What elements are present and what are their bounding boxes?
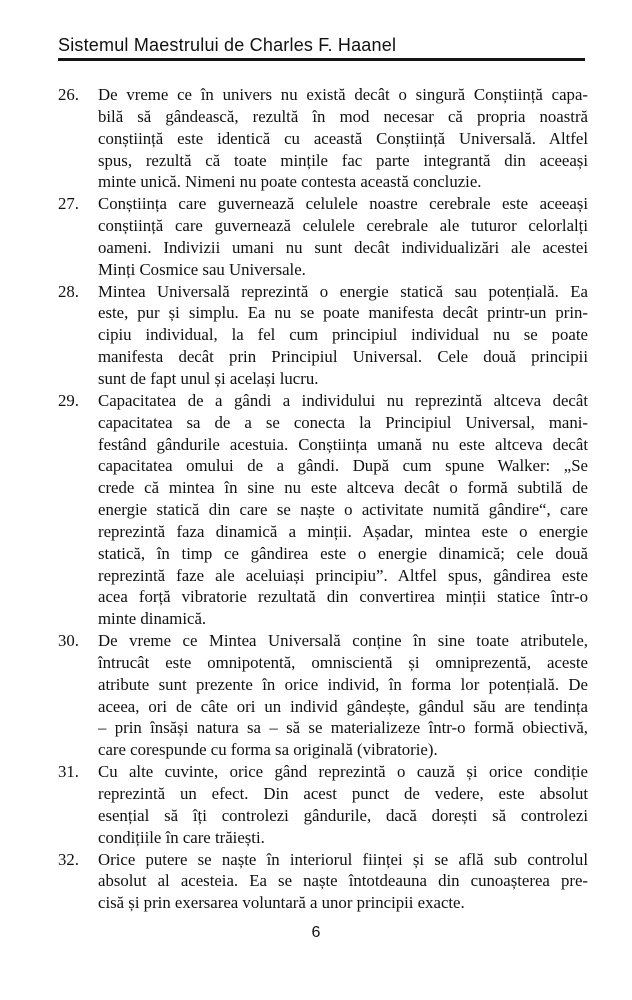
paragraph-line: cipiu individual, la fel cum principiul individual nu se poate [98,325,588,345]
paragraph-line: Mintea Universală reprezintă o energie statică sau potențială. Ea [98,281,588,301]
paragraph-number: 28. [58,281,79,301]
page-header-title: Sistemul Maestrului de Charles F. Haanel [58,35,397,55]
paragraph-line: sunt de fapt unul și același lucru. [98,368,319,388]
paragraph-line: absolut al acesteia. Ea se naște întotdeauna din cunoașterea pre- [98,871,588,891]
paragraph-text [98,849,588,915]
paragraph-line: festând gândurile acestuia. Conștiința umană nu este altceva decât [98,434,588,454]
paragraph-item [58,281,588,390]
paragraph-line: condițiile în care trăiești. [98,827,265,847]
paragraph-number: 29. [58,390,79,410]
paragraph-line: capacitatea omului de a gândi. După cum spune Walker: „Se [98,456,588,476]
paragraph-line: conștiință este identică cu această Conștiință Universală. Altfel [98,128,588,148]
paragraph-item [58,630,588,761]
paragraph-number: 32. [58,849,79,869]
paragraph-line: Capacitatea de a gândi a individului nu reprezintă altceva decât [98,390,588,410]
paragraph-line: Minți Cosmice sau Universale. [98,259,306,279]
paragraph-text [98,761,588,848]
page-number: 6 [311,924,321,941]
paragraph-number: 30. [58,631,79,651]
paragraph-line: statică, în timp ce gândirea este o energie dinamică; cele două [98,543,588,563]
paragraph-line: minte dinamică. [98,609,207,629]
paragraph-line: atribute sunt prezente în orice individ, în forma lor potențială. De [98,674,588,694]
paragraph-line: Orice putere se naște în interiorul ființei și se află sub controlul [98,849,588,869]
paragraph-text [98,390,588,630]
paragraph-line: spus, rezultă că toate mințile fac parte integrantă din aceeași [98,150,588,170]
paragraph-line: crede că mintea în sine nu este altceva decât o formă subtilă de [98,478,588,498]
paragraph-number: 27. [58,194,79,214]
paragraph-line: conștiință care guvernează celulele cerebrale ale tuturor celorlalți [98,216,588,236]
paragraph-item [58,849,588,915]
paragraph-line: reprezintă faza dinamică a minții. Așadar, mintea este o energie [98,521,588,541]
paragraph-line: energie statică din care se naște o activitate numită gândire“, care [98,500,588,520]
paragraph-line: cisă și prin exersarea voluntară a unor principii exacte. [98,893,465,913]
paragraph-item [58,84,588,193]
paragraph-list [58,84,588,914]
paragraph-line: bilă să gândească, rezultă în mod necesar că propria noastră [98,106,588,126]
header-rule [58,58,585,61]
paragraph-text [98,84,588,193]
paragraph-line: manifesta decât prin Principiul Universal. Cele două principii [98,347,588,367]
paragraph-text [98,281,588,390]
paragraph-line: care corespunde cu forma sa originală (vibratorie). [98,740,438,760]
paragraph-number: 26. [58,85,79,104]
paragraph-line: De vreme ce Mintea Universală conține în sine toate atributele, [98,631,588,651]
paragraph-line: este, pur și simplu. Ea nu se poate manifesta decât printr-un prin- [98,303,588,323]
paragraph-line: De vreme ce în univers nu există decât o singură Conștiință capa- [98,85,588,104]
paragraph-item [58,390,588,630]
paragraph-line: acea forță vibratorie rezultată din convertirea minții statice într-o [98,587,588,607]
paragraph-line: oameni. Indivizii umani nu sunt decât individualizări ale acestei [98,237,588,257]
paragraph-item [58,193,588,280]
paragraph-text [98,193,588,280]
paragraph-line: reprezintă faze ale aceluiași principiu”. Altfel spus, gândirea este [98,565,588,585]
paragraph-line: reprezintă un efect. Din acest punct de vedere, este absolut [98,784,588,803]
paragraph-line: minte unică. Nimeni nu poate contesta această concluzie. [98,172,482,192]
paragraph-number: 31. [58,762,79,782]
paragraph-line: întrucât este omnipotentă, omniscientă și omniprezentă, aceste [98,652,588,672]
paragraph-line: Cu alte cuvinte, orice gând reprezintă o cauză și orice condiție [98,762,588,782]
paragraph-line: – prin însăși natura sa – să se materializeze într-o formă obiectivă, [98,718,588,738]
paragraph-line: capacitatea sa de a se conecta la Principiul Universal, mani- [98,412,588,432]
paragraph-text [98,630,588,761]
paragraph-line: esențial să îți controlezi gândurile, dacă dorești să controlezi [98,805,588,825]
paragraph-item [58,761,588,848]
paragraph-line: aceea, ori de câte ori un individ gândește, gândul său are tendința [98,696,588,716]
paragraph-line: Conștiința care guvernează celulele noastre cerebrale este aceeași [98,194,588,214]
